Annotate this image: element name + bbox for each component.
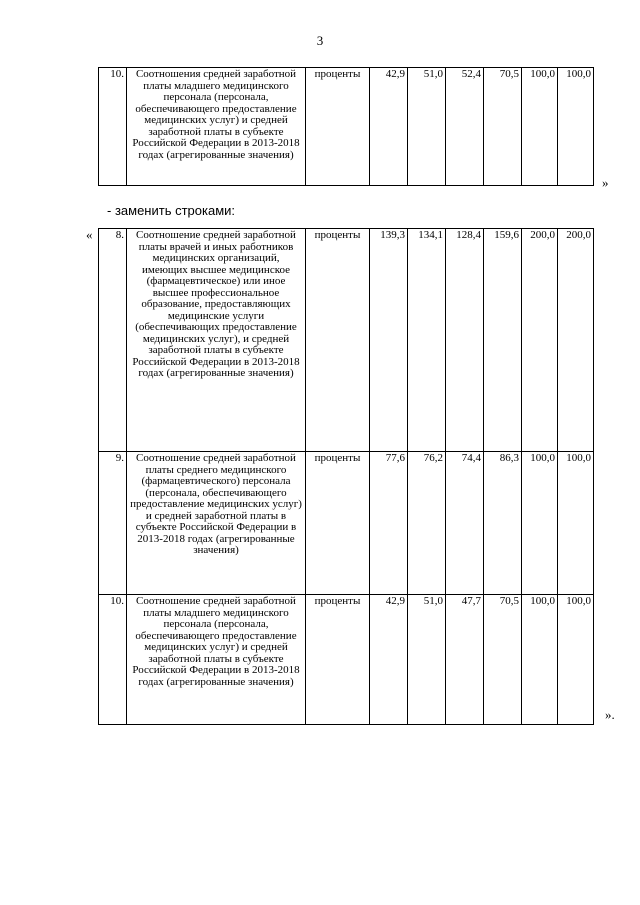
value-cell: 200,0 [558, 229, 594, 452]
value-cell: 100,0 [558, 595, 594, 725]
page-number: 3 [316, 33, 324, 48]
value-cell: 139,3 [370, 229, 408, 452]
value-cell: 51,0 [408, 68, 446, 186]
old-row-table [98, 67, 594, 186]
indicator-name: Соотношение средней заработной платы младшего медицинского персонала (персонала, обеспечивающего предоставление медицинских услуг) и средней заработной платы в субъекте Российской Федерации в 2013-2018 годах (агрегированные значения) [127, 595, 306, 725]
value-cell: 42,9 [370, 595, 408, 725]
row-number: 10. [99, 68, 127, 186]
value-cell: 100,0 [522, 68, 558, 186]
new-rows-table [98, 228, 594, 725]
close-quote: ». [605, 707, 615, 722]
table-row [99, 68, 594, 186]
value-cell: 74,4 [446, 452, 484, 595]
value-cell: 100,0 [558, 452, 594, 595]
value-cell: 100,0 [522, 452, 558, 595]
value-cell: 47,7 [446, 595, 484, 725]
value-cell: 128,4 [446, 229, 484, 452]
unit-cell: проценты [306, 68, 370, 186]
value-cell: 51,0 [408, 595, 446, 725]
value-cell: 70,5 [484, 595, 522, 725]
unit-cell: проценты [306, 595, 370, 725]
unit-cell: проценты [306, 229, 370, 452]
value-cell: 200,0 [522, 229, 558, 452]
row-number: 9. [99, 452, 127, 595]
table-row [99, 595, 594, 725]
value-cell: 77,6 [370, 452, 408, 595]
close-quote: » [602, 175, 609, 190]
unit-cell: проценты [306, 452, 370, 595]
value-cell: 70,5 [484, 68, 522, 186]
value-cell: 100,0 [558, 68, 594, 186]
row-number: 10. [99, 595, 127, 725]
table-row [99, 452, 594, 595]
value-cell: 86,3 [484, 452, 522, 595]
indicator-name: Соотношение средней заработной платы врачей и иных работников медицинских организаций, имеющих высшее медицинское (фармацевтическое) или иное высшее профессиональное образование, предоставляющих медицинские услуги (обеспечивающих предоставление медицинских услуг), и средней заработной платы в субъекте Российской Федерации в 2013-2018 годах (агрегированные значения) [127, 229, 306, 452]
value-cell: 134,1 [408, 229, 446, 452]
row-number: 8. [99, 229, 127, 452]
value-cell: 100,0 [522, 595, 558, 725]
value-cell: 52,4 [446, 68, 484, 186]
value-cell: 76,2 [408, 452, 446, 595]
indicator-name: Соотношение средней заработной платы среднего медицинского (фармацевтического) персонала (персонала, обеспечивающего предоставление медицинских услуг) и средней заработной платы в субъекте Российской Федерации в 2013-2018 годах (агрегированные значения) [127, 452, 306, 595]
replace-instruction: - заменить строками: [107, 203, 236, 218]
value-cell: 159,6 [484, 229, 522, 452]
table-row [99, 229, 594, 452]
indicator-name: Соотношения средней заработной платы младшего медицинского персонала (персонала, обеспечивающего предоставление медицинских услуг) и средней заработной платы в субъекте Российской Федерации в 2013-2018 годах (агрегированные значения) [127, 68, 306, 186]
open-quote: « [86, 227, 93, 242]
value-cell: 42,9 [370, 68, 408, 186]
